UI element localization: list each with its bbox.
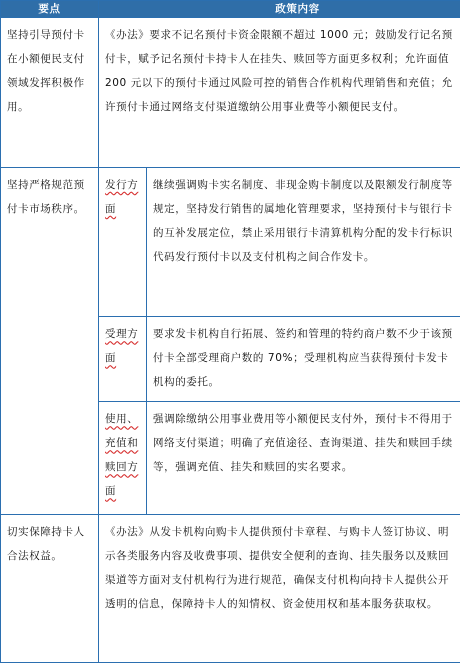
sub-content-usage-recharge-redemption: 强调除缴纳公用事业费用等小额便民支付外，预付卡不得用于网络支付渠道；明确了充值途径、查询渠道、挂失和赎回手续等，强调充值、挂失和赎回的实名要求。: [147, 402, 460, 515]
row-content-protect-rights: 《办法》从发卡机构向购卡人提供预付卡章程、与购卡人签订协议、明示各类服务内容及收费事项、提供安全便利的查询、挂失服务以及赎回渠道等方面对支付机构行为进行规范，确保支付机构向持卡人提供公开透明的信息，保障持卡人的知情权、资金使用权和基本服务获取权。: [99, 515, 460, 663]
sub-content-acceptance: 要求发卡机构自行拓展、签约和管理的特约商户数不少于该预付卡全部受理商户数的 70%；受理机构应当获得预付卡发卡机构的委托。: [147, 317, 460, 402]
sub-label-acceptance: 受理方面: [99, 317, 147, 402]
row-key-protect-rights: 切实保障持卡人合法权益。: [1, 515, 99, 663]
header-key-point: 要点: [1, 1, 99, 18]
row-key-regulate-market: 坚持严格规范预付卡市场秩序。: [1, 167, 99, 515]
sub-label-usage-recharge-redemption: 使用、充值和赎回方面: [99, 402, 147, 515]
table-header-row: [1, 1, 460, 18]
sub-label-issuance: 发行方面: [99, 167, 147, 317]
table-row: [1, 18, 460, 168]
sub-content-issuance: 继续强调购卡实名制度、非现金购卡制度以及限额发行制度等规定，坚持发行销售的属地化管理要求，坚持预付卡与银行卡的互补发展定位，禁止采用银行卡清算机构分配的发卡行标识代码发行预付卡以及支付机构之间合作发卡。: [147, 167, 460, 317]
table-row: [1, 515, 460, 663]
row-content-guide-small-payment: 《办法》要求不记名预付卡资金限额不超过 1000 元；鼓励发行记名预付卡，赋予记名预付卡持卡人在挂失、赎回等方面更多权利；允许面值 200 元以下的预付卡通过风险可控的销售合作机构代理销售和充值；允许预付卡通过网络支付渠道缴纳公用事业费等小额便民支付。: [99, 18, 460, 168]
header-policy-content: 政策内容: [99, 1, 460, 18]
row-key-guide-small-payment: 坚持引导预付卡在小额便民支付领域发挥积极作用。: [1, 18, 99, 168]
table-row: [1, 167, 460, 317]
